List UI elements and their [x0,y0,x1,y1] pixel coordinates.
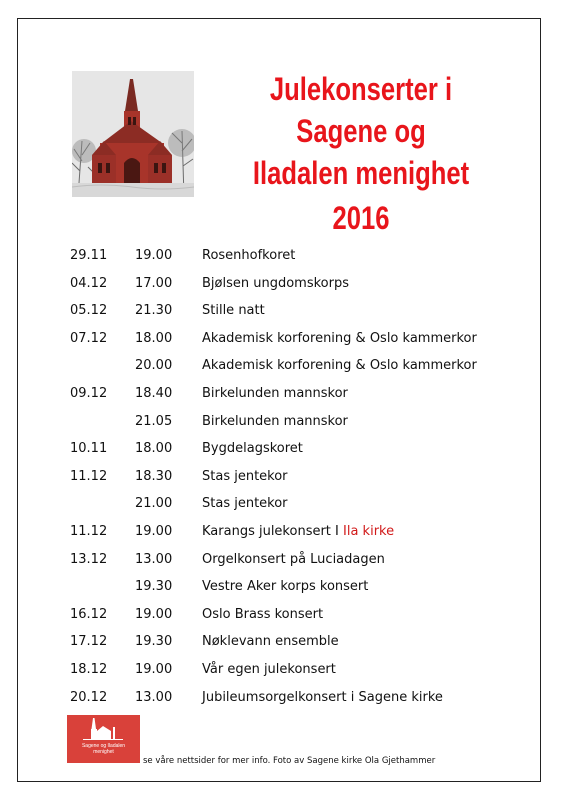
schedule-event-text: Akademisk korforening & Oslo kammerkor [202,330,477,346]
schedule-event [202,496,288,511]
schedule-time: 20.00 [135,358,173,374]
schedule-event [202,358,477,373]
schedule-time: 19.00 [135,606,173,622]
schedule-row [0,331,565,353]
schedule-date: 09.12 [70,386,108,401]
schedule-event-text: Stas jentekor [202,468,288,484]
schedule-event [202,607,323,622]
schedule-row [0,303,565,325]
logo-line-2: menighet [93,749,114,755]
schedule-time: 19.00 [135,662,173,677]
schedule-time: 18.30 [135,468,173,484]
title-line-3: Iladalen menighet [252,155,470,191]
schedule-event-text: Bjølsen ungdomskorps [202,275,349,291]
schedule-event [202,524,394,539]
schedule-time: 21.05 [135,413,173,429]
schedule-date: 20.12 [70,689,108,705]
schedule-row [0,634,565,656]
schedule-row [0,469,565,491]
schedule-date: 07.12 [70,330,108,346]
schedule-event-text: Jubileumsorgelkonsert i Sagene kirke [202,689,443,705]
schedule-event-text: Vestre Aker korps konsert [202,579,369,595]
schedule-time: 17.00 [135,275,173,291]
schedule-event-text: Bygdelagskoret [202,441,303,457]
church-logo-icon [67,715,140,743]
title-line-2: Sagene og [296,113,426,149]
schedule-time: 19.30 [135,579,173,595]
schedule-event-text: Nøklevann ensemble [202,634,339,650]
title-line-1: Julekonserter i [269,71,453,107]
schedule-event [202,303,265,318]
schedule-row [0,662,565,684]
logo-text [67,743,140,755]
church-photo-icon [72,71,194,197]
schedule-event-text: Rosenhofkoret [202,248,296,263]
schedule-event [202,386,348,401]
schedule-row [0,386,565,408]
schedule-time: 21.30 [135,303,173,319]
schedule-event [202,441,303,456]
schedule-event [202,248,295,263]
schedule-row [0,690,565,712]
schedule-event [202,331,477,346]
schedule-date: 18.12 [70,662,108,677]
schedule-date: 13.12 [70,551,108,567]
schedule-row [0,524,565,546]
schedule-event-text: Orgelkonsert på Luciadagen [202,551,385,567]
parish-logo [67,715,140,763]
schedule-event-text: Akademisk korforening & Oslo kammerkor [202,358,477,374]
schedule-time: 13.00 [135,689,173,705]
schedule-time: 18.00 [135,441,173,457]
schedule-date: 05.12 [70,303,108,319]
schedule-event-text: Birkelunden mannskor [202,386,348,401]
schedule-event-text: Birkelunden mannskor [202,413,348,429]
schedule-time: 21.00 [135,496,173,512]
schedule-row [0,414,565,436]
schedule-event-venue: Ila kirke [343,524,395,539]
logo-line-1: Sagene og Iladalen [81,743,126,749]
schedule-event [202,469,288,484]
schedule-row [0,607,565,629]
schedule-event [202,662,336,677]
schedule-row [0,552,565,574]
schedule-time: 19.00 [135,524,173,539]
title-year: 2016 [332,200,390,236]
footer-note: se våre nettsider for mer info. Foto av Sagene kirke Ola Gjethammer [143,756,436,766]
schedule-row [0,358,565,380]
schedule-date: 16.12 [70,606,108,622]
schedule-row [0,441,565,463]
schedule-event [202,634,339,649]
schedule-row [0,276,565,298]
schedule-event [202,414,348,429]
schedule-date: 11.12 [70,468,108,484]
schedule-event-text: Vår egen julekonsert [202,662,336,677]
schedule-time: 13.00 [135,551,173,567]
church-photo [72,71,194,197]
schedule-row [0,248,565,270]
schedule-time: 18.40 [135,386,173,401]
schedule-event-text: Oslo Brass konsert [202,606,324,622]
schedule-row [0,496,565,518]
schedule-time: 18.00 [135,330,173,346]
schedule-time: 19.00 [135,248,173,263]
schedule-event-text: Karangs julekonsert I [202,524,344,539]
schedule-date: 17.12 [70,634,108,650]
schedule-event [202,552,385,567]
schedule-event [202,690,443,705]
page-title [232,68,490,239]
schedule-time: 19.30 [135,634,173,650]
schedule-event-text: Stille natt [202,303,265,319]
schedule-event-text: Stas jentekor [202,496,288,512]
schedule-date: 10.11 [70,441,108,457]
schedule-row [0,579,565,601]
schedule-date: 29.11 [70,248,108,263]
schedule-date: 04.12 [70,275,108,291]
schedule-event [202,579,368,594]
schedule-event [202,276,349,291]
schedule-date: 11.12 [70,524,108,539]
